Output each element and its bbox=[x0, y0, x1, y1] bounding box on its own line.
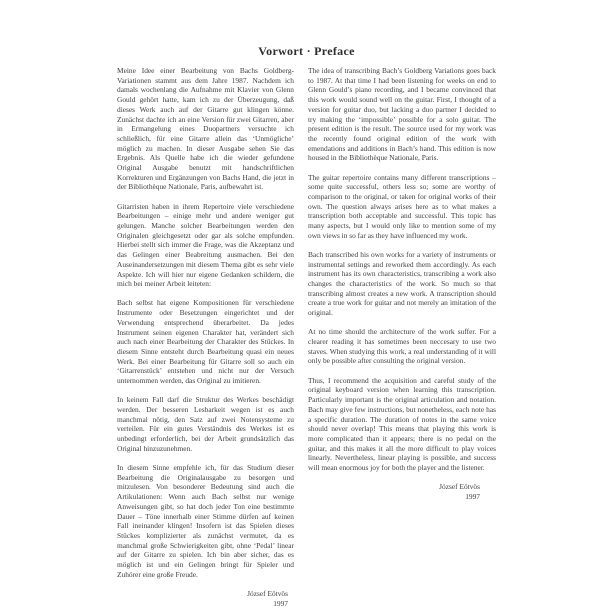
german-paragraph-4: In keinem Fall darf die Struktur des Werkes beschädigt werden. Der besseren Lesbarkeit wegen ist es auch manchmal nötig, den Satz auf zwei Notensysteme zu verteilen. Für ein gutes Verständnis des Werkes ist es unbedingt erforderlich, bei der Arbeit grundsätzlich das Original hinzuzunehmen. bbox=[117, 395, 294, 453]
page-title: Vorwort · Preface bbox=[258, 44, 355, 58]
english-signature-year: 1997 bbox=[465, 491, 480, 501]
german-paragraph-1: Meine Idee einer Bearbeitung von Bachs Goldberg-Variationen stammt aus dem Jahre 1987. Nachdem ich damals wochenlang die Aufnahme mit Klavier von Glenn Gould gehört hatte, kam ich zu der Überzeugung, daß dieses Werk auch auf der Gitarre gut klingen könne. Zunächst dachte ich an eine Version für zwei Gitarren, aber in Ermangelung eines Duopartners versuchte ich schließlich, für eine Gitarre allein das ‘Unmögliche’ möglich zu machen. In dieser Ausgabe sehen Sie das Ergebnis. Als Quelle habe ich die wieder gefundene Original Ausgabe benutzt mit handschriftlichen Korrekturen und Ergänzungen von Bachs Hand, die jetzt in der Bibliothèque Nationale, Paris, aufbewahrt ist. bbox=[117, 66, 294, 192]
english-paragraph-5: Thus, I recommend the acquisition and careful study of the original keyboard version when learning this transcription. Particularly important is the original articulation and notation. Bach may give few instructions, but nonetheless, each note has a specific duration. The duration of notes in the same voice should never overlap! This means that playing this work is more complicated than it appears; there is no pedal on the guitar, and this makes it all the more difficult to play voices linearly. Nevertheless, linear playing is possible, and success will mean enormous joy for both the player and the listener. bbox=[308, 375, 496, 473]
german-paragraph-3: Bach selbst hat eigene Kompositionen für verschiedene Instrumente oder Besetzungen eingerichtet und der Verwendung entsprechend überarbeitet. Da jedes Instrument seinen eigenen Charakter hat, verändert sich auch nach einer Bearbeitung der Charakter des Stückes. In diesem Sinne entsteht durch Bearbeitung quasi ein neues Werk. Bei einer Bearbeitung für Gitarre soll so auch ein ‘Gitarrenstück’ entstehen und nicht nur der Versuch unternommen werden, das Original zu imitieren. bbox=[117, 298, 294, 386]
german-paragraph-5: In diesem Sinne empfehle ich, für das Studium dieser Bearbeitung die Originalausgabe zu besorgen und mitzulesen. Von besonderer Bedeutung sind auch die Artikulationen: Wenn auch Bach selbst nur wenige Anweisungen gibt, so hat doch jeder Ton eine bestimmte Dauer – Töne innerhalb einer Stimme dürfen auf keinen Fall ineinander klingen! Insofern ist das Spielen dieses Stückes komplizierter als zunächst vermutet, da es manchmal große Schwierigkeiten gibt, ohne ‘Pedal’ linear auf der Gitarre zu spielen. Ich bin aber sicher, das es möglich ist und ein Gelingen bringt für Spieler und Zuhörer eine große Freude. bbox=[117, 463, 294, 579]
english-paragraph-3: Bach transcribed his own works for a variety of instruments or instrumental settings and reworked them accordingly. As each instrument has its own characteristics, transcribing a work also changes the characteristics of the work. So much so that transcribing almost creates a new work. A transcription should create a true work for guitar and not merely an imitation of the original. bbox=[308, 249, 496, 318]
english-paragraph-2: The guitar repertoire contains many different transcriptions – some quite successful, others less so; some are worthy of comparison to the original, or taken for original works of their own. The question always arises here as to what makes a transcription both acceptable and successful. This topic has many aspects, but I would only like to mention some of my own views in so far as they have influenced my work. bbox=[308, 172, 496, 240]
english-column bbox=[308, 66, 496, 502]
german-signature-year: 1997 bbox=[273, 598, 288, 608]
english-paragraph-4: At no time should the architecture of the work suffer. For a clearer reading it has sometimes been neccesary to use two staves. When studying this work, a real understanding of it will only be possible after consulting the original version. bbox=[308, 327, 496, 366]
german-paragraph-2: Gitarristen haben in ihrem Repertoire viele verschiedene Bearbeitungen – einige mehr und andere weniger gut gelungen. Manche solcher Bearbeitungen werden den Originalen gleichgesetzt oder gar als solche empfunden. Hierbei stellt sich immer die Frage, was die Akzeptanz und das Gelingen einer Beabreitung ausmachen. Bei den Auseinandersetzungen mit diesem Thema gibt es sehr viele Aspekte. Ich will hier nur eigene Gedanken schildern, die mich bei meiner Arbeit leiteten: bbox=[117, 201, 294, 289]
english-paragraph-1: The idea of transcribing Bach’s Goldberg Variations goes back to 1987. At that time I had been listening for weeks on end to Glenn Gould’s piano recording, and I became convinced that this work would sound well on the guitar. First, I thought of a version for guitar duo, but lacking a duo partner I decided to try making the ‘impossible’ possible for a solo guitar. The present edition is the result. The source used for my work was the recently found original edition of the work with emendations and additions in Bach’s hand. This edition is now housed in the Bibliothèque Nationale, Paris. bbox=[308, 66, 496, 163]
english-signature-name: József Eötvös bbox=[439, 482, 480, 492]
german-signature-name: József Eötvös bbox=[247, 588, 288, 598]
two-column-text bbox=[117, 66, 496, 608]
german-signature bbox=[117, 589, 294, 608]
english-signature bbox=[308, 482, 496, 501]
german-column bbox=[117, 66, 294, 608]
